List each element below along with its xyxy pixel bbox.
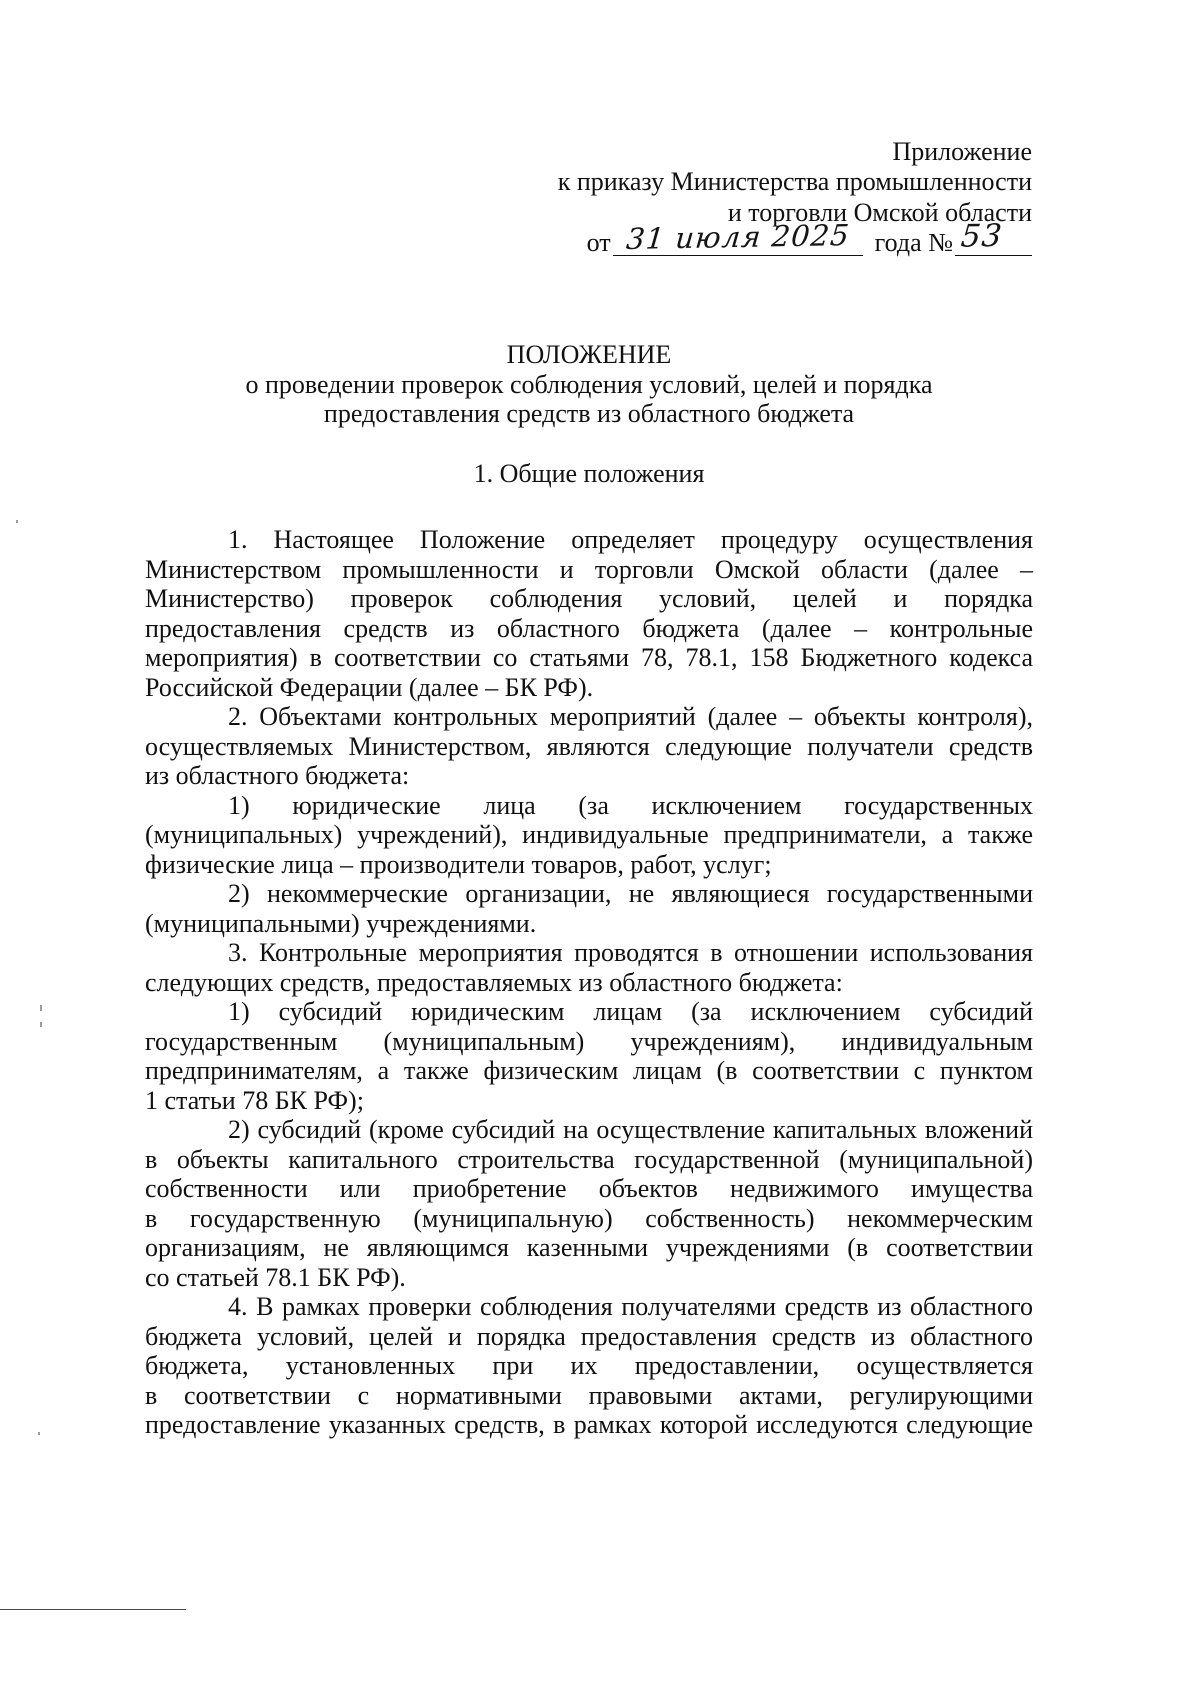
handwritten-number: 53 (959, 217, 1005, 255)
appendix-header (558, 137, 1032, 258)
year-number-label: года № (874, 227, 953, 257)
paragraph-line: (муниципальных) учреждений), индивидуальные предприниматели, а также (145, 820, 1033, 849)
paragraph-line: из областного бюджета: (145, 761, 410, 790)
paragraph (145, 702, 1033, 791)
number-field (955, 217, 1032, 256)
scan-artifact-speck (38, 1432, 40, 1435)
appendix-order-line: к приказу Министерства промышленности (557, 167, 1032, 197)
paragraph-line: государственным (муниципальным) учреждениям), индивидуальным (145, 1026, 1033, 1056)
paragraph-line: мероприятия) в соответствии со статьями 78, 78.1, 158 Бюджетного кодекса (145, 643, 1033, 672)
paragraph-line: 1) субсидий юридическим лицам (за исключением субсидий (228, 997, 1033, 1026)
scan-artifact-speck (40, 1022, 42, 1027)
scan-artifact-speck (16, 520, 18, 523)
appendix-date-line (558, 217, 1032, 258)
paragraph-line: предоставления средств из областного бюджета (далее – контрольные (145, 613, 1033, 643)
document-title: ПОЛОЖЕНИЕ (506, 340, 672, 369)
paragraph-line: 1. Настоящее Положение определяет процедуру осуществления (228, 525, 1033, 554)
paragraph-line: 1 статьи 78 БК РФ); (145, 1085, 364, 1115)
document-subtitle-line: о проведении проверок соблюдения условий, целей и порядка (245, 369, 933, 399)
handwritten-date: 31 июля 2025 (624, 217, 851, 256)
paragraph-line: осуществляемых Министерством, являются следующие получатели средств (145, 731, 1033, 761)
paragraph-line: Российской Федерации (далее – БК РФ). (145, 672, 594, 702)
body-text (145, 525, 1033, 1440)
paragraph-line: предоставление указанных средств, в рамках которой исследуются следующие (145, 1410, 1033, 1439)
paragraph-line: 4. В рамках проверки соблюдения получателями средств из областного (228, 1292, 1033, 1321)
scan-artifact-speck (40, 1005, 42, 1011)
section-heading: 1. Общие положения (473, 459, 705, 488)
paragraph (145, 525, 1033, 702)
date-field (613, 217, 863, 256)
paragraph-line: 3. Контрольные мероприятия проводятся в отношении использования (228, 938, 1033, 967)
paragraph-line: со статьей 78.1 БК РФ). (145, 1262, 406, 1292)
paragraph-line: в соответствии с нормативными правовыми актами, регулирующими (145, 1380, 1033, 1410)
paragraph (145, 938, 1033, 997)
paragraph-line: (муниципальными) учреждениями. (145, 908, 537, 938)
paragraph (145, 1115, 1033, 1292)
paragraph (145, 791, 1033, 880)
paragraph-line: в объекты капитального строительства государственной (муниципальной) (145, 1144, 1033, 1174)
paragraph (145, 997, 1033, 1115)
paragraph (145, 879, 1033, 938)
paragraph-line: 1) юридические лица (за исключением государственных (228, 790, 1033, 820)
paragraph-line: в государственную (муниципальную) собственность) некоммерческим (145, 1203, 1033, 1233)
scan-artifact-line (0, 1609, 186, 1610)
paragraph-line: организациям, не являющимся казенными учреждениями (в соответствии (145, 1233, 1033, 1262)
appendix-label: Приложение (892, 137, 1032, 166)
date-prefix: от (586, 227, 611, 257)
paragraph-line: предпринимателям, а также физическим лицам (в соответствии с пунктом (145, 1056, 1033, 1085)
paragraph-line: Министерством промышленности и торговли Омской области (далее – (145, 554, 1033, 584)
paragraph (145, 1292, 1033, 1440)
document-subtitle-line: предоставления средств из областного бюджета (323, 399, 855, 428)
paragraph-line: 2. Объектами контрольных мероприятий (далее – объекты контроля), (228, 702, 1033, 731)
paragraph-line: физические лица – производители товаров, работ, услуг; (145, 849, 772, 879)
paragraph-line: собственности или приобретение объектов недвижимого имущества (145, 1174, 1033, 1203)
paragraph-line: 2) субсидий (кроме субсидий на осуществление капитальных вложений (228, 1115, 1033, 1144)
appendix-ministry-line: и торговли Омской области (727, 197, 1032, 227)
paragraph-line: 2) некоммерческие организации, не являющиеся государственными (228, 879, 1033, 908)
paragraph-line: бюджета условий, целей и порядка предоставления средств из областного (145, 1321, 1033, 1351)
paragraph-line: бюджета, установленных при их предоставлении, осуществляется (145, 1351, 1033, 1380)
paragraph-line: следующих средств, предоставляемых из областного бюджета: (145, 967, 843, 997)
document-title-block (145, 340, 1033, 429)
paragraph-line: Министерство) проверок соблюдения условий, целей и порядка (145, 584, 1033, 613)
